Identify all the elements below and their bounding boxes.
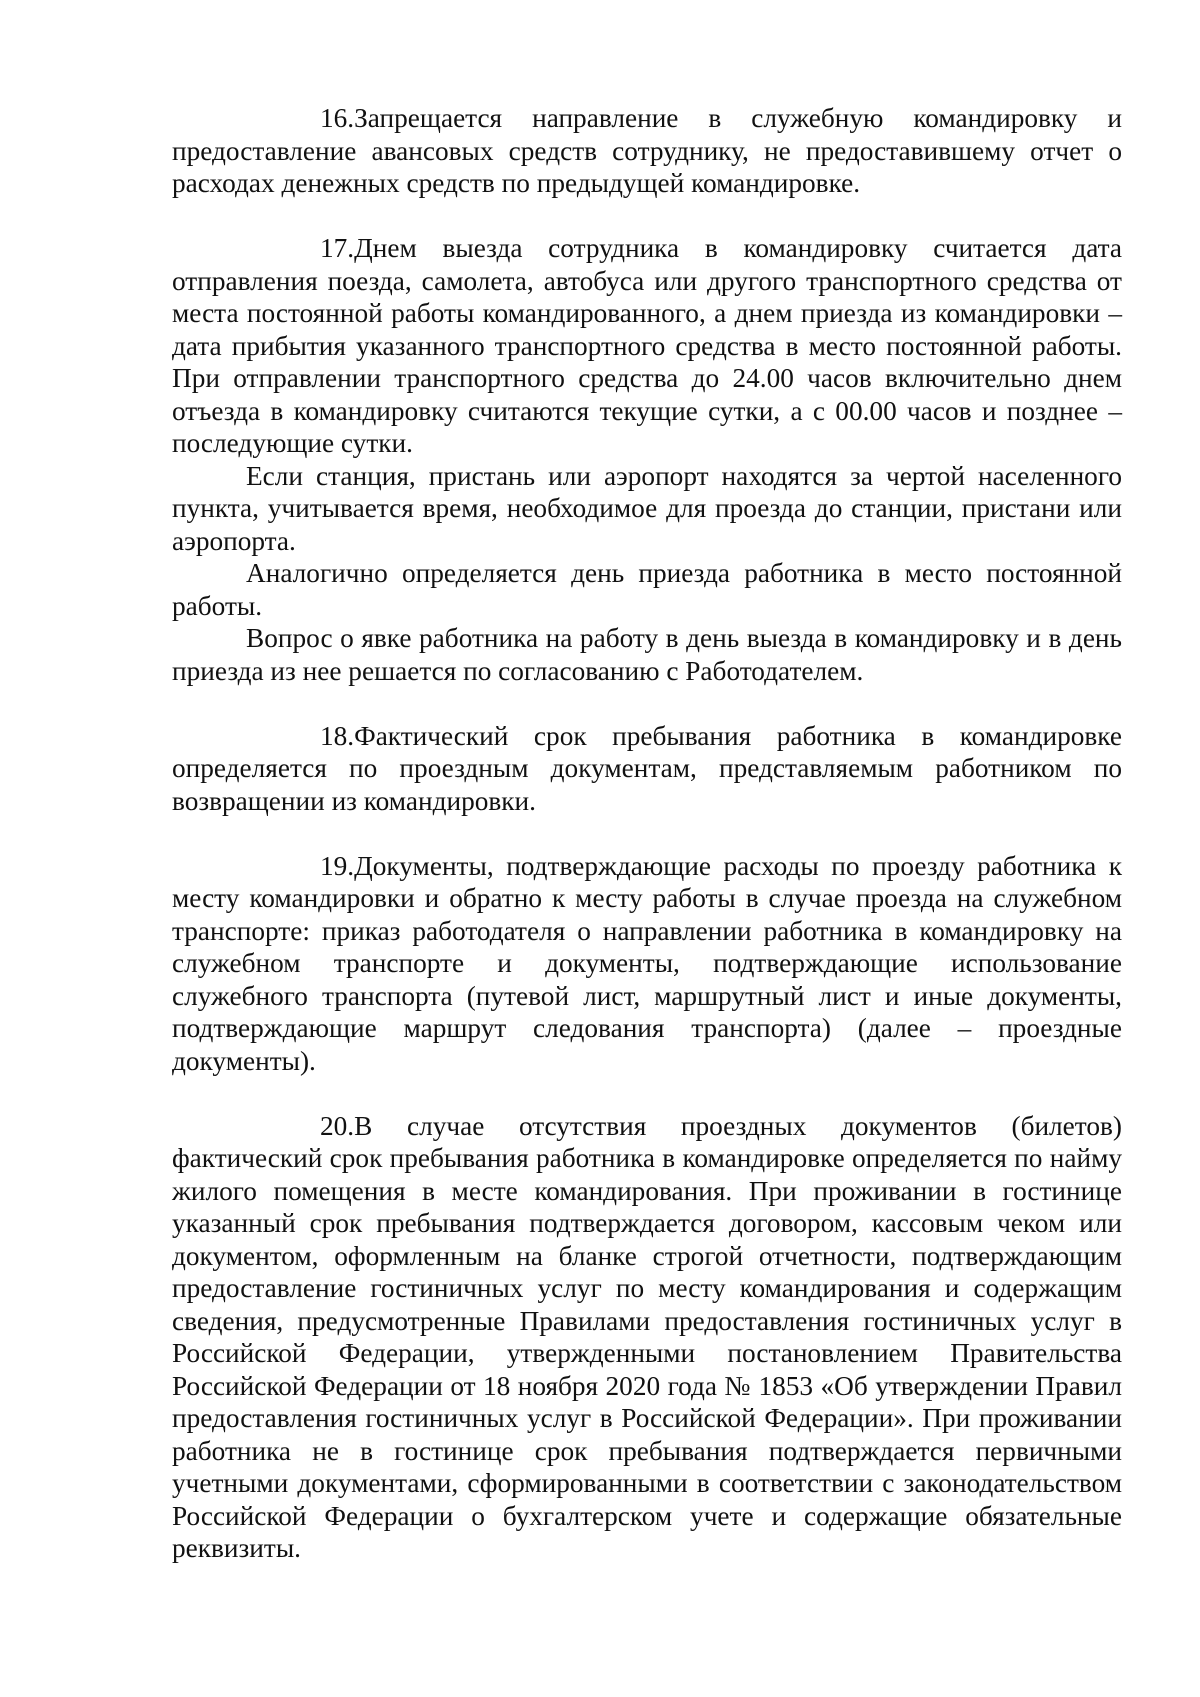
section-17-paragraph-3: Аналогично определяется день приезда работника в место постоянной работы. — [172, 558, 1122, 621]
section-16-text: Запрещается направление в служебную командировку и предоставление авансовых средств сотруднику, не предоставившему отчет о расходах денежных средств по предыдущей командировке. — [172, 103, 1122, 198]
document-body — [172, 102, 1122, 1565]
section-20-number: 20. — [320, 1110, 355, 1141]
section-18-number: 18. — [320, 720, 355, 751]
section-gap — [172, 687, 1122, 720]
section-19-paragraph-1 — [172, 850, 1122, 1078]
section-16-number: 16. — [320, 103, 355, 133]
section-19-number: 19. — [320, 850, 355, 881]
section-18-text: Фактический срок пребывания работника в командировке определяется по проездным документам, представляемым работником по возвращении из командировки. — [172, 720, 1122, 816]
section-16-paragraph-1 — [172, 102, 1122, 200]
section-17-paragraph-4: Вопрос о явке работника на работу в день выезда в командировку и в день приезда из нее решается по согласованию с Работодателем. — [172, 623, 1122, 686]
section-20-text: В случае отсутствия проездных документов (билетов) фактический срок пребывания работника в командировке определяется по найму жилого помещения в месте командирования. При проживании в гостинице указанный срок пребывания подтверждается договором, кассовым чеком или документом, оформленным на бланке строгой отчетности, подтверждающим предоставление гостиничных услуг по месту командирования и содержащим сведения, предусмотренные Правилами предоставления гостиничных услуг в Российской Федерации, утвержденными постановлением Правительства Российской Федерации от 18 ноября 2020 года № 1853 «Об утверждении Правил предоставления гостиничных услуг в Российской Федерации». При проживании работника не в гостинице срок пребывания подтверждается первичными учетными документами, сформированными в соответствии с законодательством Российской Федерации о бухгалтерском учете и содержащие обязательные реквизиты. — [172, 1110, 1122, 1563]
section-gap — [172, 200, 1122, 233]
section-gap — [172, 817, 1122, 850]
section-18-paragraph-1 — [172, 720, 1122, 818]
section-20-paragraph-1 — [172, 1110, 1122, 1565]
section-gap — [172, 1077, 1122, 1110]
section-17-text-1: Днем выезда сотрудника в командировку считается дата отправления поезда, самолета, автобуса или другого транспортного средства от места постоянной работы командированного, а днем приезда из командировки – дата прибытия указанного транспортного средства в место постоянной работы. При отправлении транспортного средства до 24.00 часов включительно днем отъезда в командировку считаются текущие сутки, а с 00.00 часов и позднее – последующие сутки. — [172, 233, 1122, 458]
section-17-paragraph-1 — [172, 232, 1122, 460]
section-17-paragraph-2: Если станция, пристань или аэропорт находятся за чертой населенного пункта, учитывается время, необходимое для проезда до станции, пристани или аэропорта. — [172, 460, 1122, 556]
section-19-text: Документы, подтверждающие расходы по проезду работника к месту командировки и обратно к месту работы в случае проезда на служебном транспорте: приказ работодателя о направлении работника в командировку на служебном транспорте и документы, подтверждающие использование служебного транспорта (путевой лист, маршрутный лист и иные документы, подтверждающие маршрут следования транспорта) (далее – проездные документы). — [172, 850, 1122, 1076]
section-17-number: 17. — [320, 233, 355, 263]
